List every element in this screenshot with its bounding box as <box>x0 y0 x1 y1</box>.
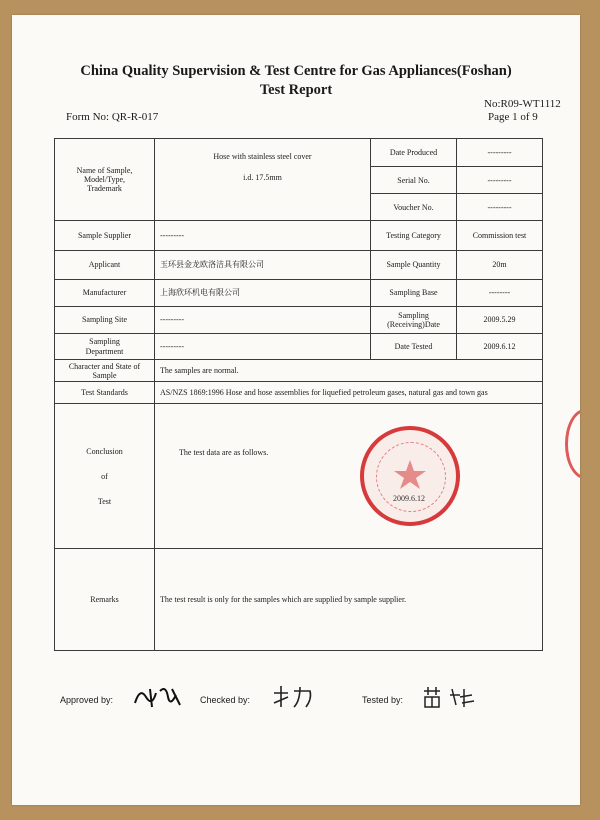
sampling-department-label: Sampling Department <box>55 334 155 360</box>
sampling-department-value: --------- <box>155 334 371 360</box>
checked-signature <box>270 683 316 711</box>
testing-category-value: Commission test <box>457 221 543 250</box>
applicant-value: 玉环县金龙欧洛洁具有限公司 <box>155 250 371 279</box>
tested-by-label: Tested by: <box>362 695 404 705</box>
tested-signature <box>420 683 478 711</box>
sampling-base-value: -------- <box>457 279 543 306</box>
date-tested-value: 2009.6.12 <box>457 334 543 360</box>
report-subtitle: Test Report <box>259 82 333 98</box>
sample-quantity-label: Sample Quantity <box>371 250 457 279</box>
remarks-value: The test result is only for the samples which are supplied by sample supplier. <box>155 549 543 651</box>
approved-signature <box>132 683 184 711</box>
date-produced-label: Date Produced <box>371 139 457 167</box>
conclusion-cell <box>155 404 543 549</box>
official-seal-stamp <box>360 426 460 526</box>
date-tested-label: Date Tested <box>371 334 457 360</box>
sample-supplier-label: Sample Supplier <box>55 221 155 250</box>
sampling-base-label: Sampling Base <box>371 279 457 306</box>
report-number: No:R09-WT1112 <box>484 98 561 110</box>
test-standards-label: Test Standards <box>55 382 155 404</box>
manufacturer-label: Manufacturer <box>55 279 155 306</box>
sample-supplier-value: --------- <box>155 221 371 250</box>
conclusion-date: 2009.6.12 <box>393 494 425 504</box>
sampling-receiving-date-label: Sampling (Receiving)Date <box>371 306 457 333</box>
testing-category-label: Testing Category <box>371 221 457 250</box>
sampling-site-value: --------- <box>155 306 371 333</box>
conclusion-value: The test data are as follows. <box>179 448 269 458</box>
test-report-page <box>12 15 580 805</box>
conclusion-label: Conclusion of Test <box>55 404 155 549</box>
manufacturer-value: 上海欣环机电有限公司 <box>155 279 371 306</box>
voucher-no-label: Voucher No. <box>371 194 457 221</box>
serial-no-label: Serial No. <box>371 167 457 194</box>
report-title: China Quality Supervision & Test Centre for Gas Appliances(Foshan) <box>80 63 512 79</box>
checked-by-label: Checked by: <box>200 695 251 705</box>
signature-row <box>12 683 580 713</box>
applicant-label: Applicant <box>55 250 155 279</box>
date-produced-value: --------- <box>457 139 543 167</box>
page-number: Page 1 of 9 <box>488 111 538 123</box>
form-number: Form No: QR-R-017 <box>66 111 159 123</box>
report-table <box>54 138 543 651</box>
sample-name-value: Hose with stainless steel cover i.d. 17.5mm <box>155 139 371 221</box>
remarks-label: Remarks <box>55 549 155 651</box>
partial-seal-stamp <box>565 409 580 479</box>
character-state-value: The samples are normal. <box>155 360 543 382</box>
character-state-label: Character and State of Sample <box>55 360 155 382</box>
sample-name-label: Name of Sample, Model/Type, Trademark <box>55 139 155 221</box>
sample-quantity-value: 20m <box>457 250 543 279</box>
voucher-no-value: --------- <box>457 194 543 221</box>
approved-by-label: Approved by: <box>60 695 114 705</box>
test-standards-value: AS/NZS 1869:1996 Hose and hose assemblies for liquefied petroleum gases, natural gas and town gas <box>155 382 543 404</box>
sampling-site-label: Sampling Site <box>55 306 155 333</box>
sampling-receiving-date-value: 2009.5.29 <box>457 306 543 333</box>
serial-no-value: --------- <box>457 167 543 194</box>
